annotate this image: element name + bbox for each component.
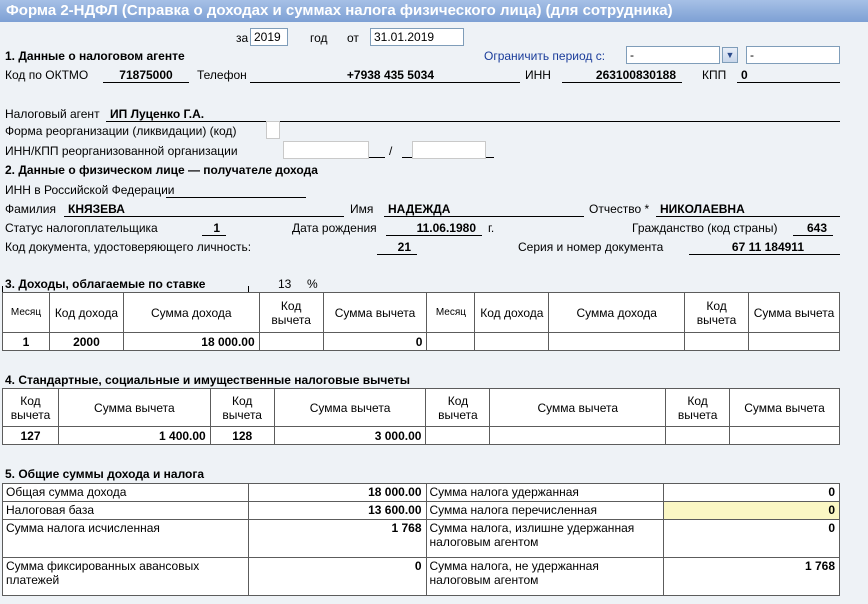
col-ded-sum-2: Сумма вычета [274, 389, 426, 427]
patronymic-label: Отчество * [589, 202, 650, 216]
table-row [3, 333, 840, 351]
table-row [3, 427, 840, 445]
deductions-table [2, 388, 840, 445]
ded-code-2[interactable]: 128 [210, 427, 274, 445]
surname-value[interactable]: КНЯЗЕВА [64, 201, 344, 217]
col-ded-sum-4: Сумма вычета [730, 389, 840, 427]
ot-label: от [347, 31, 359, 45]
date-field[interactable]: 31.01.2019 [370, 28, 464, 46]
reorg-inn-label: ИНН/КПП реорганизованной организации [5, 144, 238, 158]
table-row [3, 558, 840, 596]
limit-period-label: Ограничить период с: [484, 49, 606, 63]
tax-base-value[interactable]: 13 600.00 [248, 502, 426, 520]
status-value[interactable]: 1 [202, 220, 226, 236]
table-row [3, 520, 840, 558]
table-row [3, 502, 840, 520]
birth-value[interactable]: 11.06.1980 [386, 220, 482, 236]
za-label: за [236, 31, 249, 45]
reorg-kpp-field[interactable] [412, 141, 486, 159]
reorg-slash: / [389, 144, 393, 158]
birth-suffix: г. [488, 221, 495, 235]
col-ded-code-3: Код вычета [426, 389, 490, 427]
col-deduction-sum-2: Сумма вычета [749, 293, 840, 333]
doc-series-label: Серия и номер документа [518, 240, 664, 254]
birth-label: Дата рождения [292, 221, 377, 235]
tax-not-withheld-value[interactable]: 1 768 [664, 558, 840, 596]
agent-name-label: Налоговый агент [5, 107, 100, 121]
kpp-value[interactable]: 0 [737, 67, 840, 83]
col-ded-sum-3: Сумма вычета [490, 389, 666, 427]
name-label: Имя [350, 202, 374, 216]
status-label: Статус налогоплательщика [5, 221, 158, 235]
percent-sign: % [307, 277, 318, 291]
section-5-title: 5. Общие суммы дохода и налога [5, 467, 205, 481]
doc-code-label: Код документа, удостоверяющего личность: [5, 240, 252, 254]
reorg-inn-field[interactable] [283, 141, 369, 159]
tax-withheld-label: Сумма налога удержанная [426, 484, 664, 502]
col-deduction-code: Код вычета [259, 293, 323, 333]
income-sum[interactable]: 18 000.00 [123, 333, 259, 351]
col-income-code-2: Код дохода [475, 293, 549, 333]
reorg-code-field[interactable] [266, 121, 280, 139]
col-month: Месяц [3, 293, 50, 333]
col-ded-code-1: Код вычета [3, 389, 59, 427]
totals-table [2, 483, 840, 596]
reorg-inn-underline [369, 142, 385, 158]
okmto-value[interactable]: 71875000 [103, 67, 189, 83]
income-deduction-sum[interactable]: 0 [323, 333, 427, 351]
col-ded-code-4: Код вычета [666, 389, 730, 427]
patronymic-value[interactable]: НИКОЛАЕВНА [656, 201, 840, 217]
total-income-label: Общая сумма дохода [3, 484, 249, 502]
col-ded-sum-1: Сумма вычета [58, 389, 210, 427]
tax-transferred-value[interactable]: 0 [664, 502, 840, 520]
income-code[interactable]: 2000 [49, 333, 123, 351]
doc-series-value[interactable]: 67 11 184911 [689, 239, 840, 255]
period-from-select[interactable]: - [626, 46, 720, 64]
income-deduction-code[interactable] [259, 333, 323, 351]
tax-withheld-value[interactable]: 0 [664, 484, 840, 502]
phone-value[interactable]: +7938 435 5034 [250, 67, 520, 83]
tax-not-withheld-label: Сумма налога, не удержанная налоговым агентом [426, 558, 664, 596]
col-ded-code-2: Код вычета [210, 389, 274, 427]
rate-value: 13 [278, 277, 292, 291]
ded-sum-1[interactable]: 1 400.00 [58, 427, 210, 445]
reorg-kpp-underline [402, 142, 412, 158]
citizenship-value[interactable]: 643 [793, 220, 833, 236]
year-field[interactable]: 2019 [250, 28, 288, 46]
tax-overwithheld-label: Сумма налога, излишне удержанная налоговым агентом [426, 520, 664, 558]
kpp-label: КПП [702, 68, 727, 82]
reorg-kpp-underline-end [486, 142, 494, 158]
section-4-title: 4. Стандартные, социальные и имущественные налоговые вычеты [5, 373, 410, 387]
advance-payments-label: Сумма фиксированных авансовых платежей [3, 558, 249, 596]
citizenship-label: Гражданство (код страны) [632, 221, 778, 235]
okmto-label: Код по ОКТМО [5, 68, 89, 82]
total-income-value[interactable]: 18 000.00 [248, 484, 426, 502]
tax-overwithheld-value[interactable]: 0 [664, 520, 840, 558]
section-1-title: 1. Данные о налоговом агенте [5, 49, 185, 63]
doc-code-value[interactable]: 21 [377, 239, 417, 255]
ded-sum-2[interactable]: 3 000.00 [274, 427, 426, 445]
god-label: год [310, 31, 328, 45]
period-to-field[interactable]: - [746, 46, 840, 64]
person-inn-value[interactable] [166, 182, 306, 198]
col-deduction-code-2: Код вычета [685, 293, 749, 333]
advance-payments-value[interactable]: 0 [248, 558, 426, 596]
name-value[interactable]: НАДЕЖДА [384, 201, 584, 217]
col-deduction-sum: Сумма вычета [323, 293, 427, 333]
person-inn-label: ИНН в Российской Федерации [5, 183, 175, 197]
chevron-down-icon[interactable]: ▼ [722, 47, 738, 63]
section-2-title: 2. Данные о физическом лице — получателе дохода [5, 163, 318, 177]
tax-base-label: Налоговая база [3, 502, 249, 520]
phone-label: Телефон [197, 68, 247, 82]
tax-calculated-value[interactable]: 1 768 [248, 520, 426, 558]
tax-transferred-label: Сумма налога перечисленная [426, 502, 664, 520]
reorg-label: Форма реорганизации (ликвидации) (код) [5, 124, 237, 138]
table-row [3, 484, 840, 502]
inn-label: ИНН [525, 68, 551, 82]
agent-name-value[interactable]: ИП Луценко Г.А. [106, 106, 840, 122]
inn-value[interactable]: 263100830188 [562, 67, 682, 83]
col-income-sum: Сумма дохода [123, 293, 259, 333]
income-month[interactable]: 1 [3, 333, 50, 351]
tax-calculated-label: Сумма налога исчисленная [3, 520, 249, 558]
surname-label: Фамилия [5, 202, 56, 216]
col-month-2: Месяц [427, 293, 475, 333]
col-income-code: Код дохода [49, 293, 123, 333]
income-table [2, 292, 840, 351]
ded-code-1[interactable]: 127 [3, 427, 59, 445]
col-income-sum-2: Сумма дохода [549, 293, 685, 333]
section-3-title: 3. Доходы, облагаемые по ставке [5, 277, 206, 291]
form-title: Форма 2-НДФЛ (Справка о доходах и суммах налога физического лица) (для сотрудника) [0, 0, 868, 22]
